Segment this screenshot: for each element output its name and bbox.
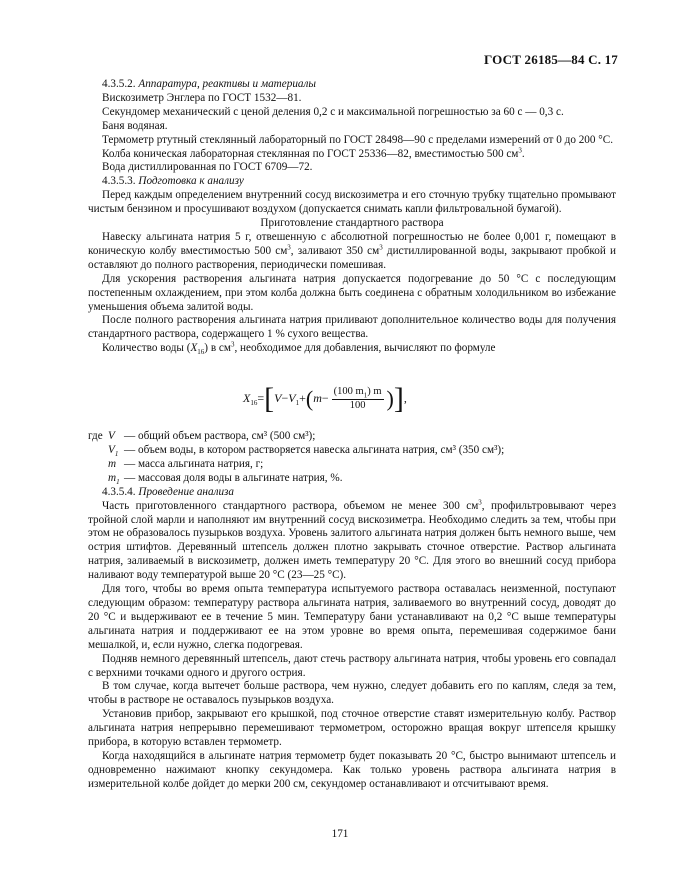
formula-fraction: $\frac{(100 m_1) m}{100}$ xyxy=(333,386,382,411)
paragraph: Баня водяная. xyxy=(102,119,168,132)
paragraph: Для ускорения растворения альгината натрия допускается подогревание до 50 °С с последующим постепенным охлаждением, при этом колба должна быть соединена с обратным холодильником во избежание уменьшения объема залитой воды. xyxy=(88,272,616,313)
paragraph: Навеску альгината натрия 5 г, отвешенную с абсолютной погрешностью не более 0,001 г, помещают в коническую колбу вместимостью 500 $см^3$, заливают 350 $см^3$ дистиллированной воды, закрывают пробкой и оставляют до полного растворения, периодически помешивая. xyxy=(88,230,616,271)
paragraph: Количество воды $(X_{16})$ в $см^3$, необходимое для добавления, вычисляют по формуле xyxy=(102,340,496,357)
paragraph: После полного растворения альгината натрия приливают дополнительное количество воды для получения стандартного раствора, содержащего 1 % сухого вещества. xyxy=(88,314,616,341)
paragraph: Когда находящийся в альгинате натрия термометр будет показывать 20 °С, быстро вынимают штепсель и одновременно нажимают кнопку секундомера. Как только уровень раствора альгината натрия в измерительной колбе дойдет до мерки 200 см, секундомер останавливают и отсчитывают время. xyxy=(88,749,616,790)
paragraph: Термометр ртутный стеклянный лабораторный по ГОСТ 28498—90 с пределами измерений от 0 до 200 °С. xyxy=(102,133,614,146)
formula: $X_{16}=[V-V_1+(m-$ $\frac{(100 m_1) m}{100}$ )], xyxy=(243,382,407,416)
page-header: ГОСТ 26185—84 С. 17 xyxy=(484,52,618,67)
formula-legend: где V — общий объем раствора, см³ (500 см³); $V_1$ — объем воды, в котором растворяется навеска альгината натрия, см³ (350 см³); m — масса альгината натрия, г; $m_1$ — массовая доля воды в альгинате натрия, %. xyxy=(88,430,505,487)
paragraph: Вода дистиллированная по ГОСТ 6709—72. xyxy=(102,161,313,174)
page-number: 171 xyxy=(331,828,349,840)
section-heading-4-3-5-2: 4.3.5.2. Аппаратура, реактивы и материалы xyxy=(102,78,316,90)
paragraph: Вискозиметр Энглера по ГОСТ 1532—81. xyxy=(102,91,302,104)
subheading: Приготовление стандартного раствора xyxy=(260,217,444,230)
paragraph: Секундомер механический с ценой деления 0,2 с и максимальной погрешностью за 60 с — 0,3 с. xyxy=(102,105,564,118)
paragraph: Установив прибор, закрывают его крышкой, под сточное отверстие ставят измерительную колбу. Раствор альгината натрия непрерывно перемешивают термометром, осторожно вращая вокруг штепселя крышку прибора, в которую вставлен термометр. xyxy=(88,708,616,749)
section-heading-4-3-5-4: 4.3.5.4. Проведение анализа xyxy=(102,485,235,498)
paragraph: Подняв немного деревянный штепсель, дают стечь раствору альгината натрия, чтобы уровень его совпадал с верхними точками одного и другого острия. xyxy=(88,652,616,679)
section-heading-4-3-5-3: 4.3.5.3. Подготовка к анализу xyxy=(102,175,244,188)
paragraph: Для того, чтобы во время опыта температура испытуемого раствора оставалась неизменной, поступают следующим образом: температуру раствора альгината натрия, заливаемого во внутренний сосуд, доводят до 20 °С и выдерживают ее в течение 5 мин. Температуру бани устанавливают на 0,2 °С выше температуры альгината натрия и поддерживают ее на этом уровне во время опыта, перемешивая содержимое бани мешалкой, и, если нужно, слегка подогревая. xyxy=(88,583,616,651)
paragraph: Часть приготовленного стандартного раствора, объемом не менее 300 $см^3$, профильтровывают через тройной слой марли и наполняют им внутренний сосуд вискозиметра. Необходимо следить за тем, чтобы при этом не образовалось пузырьков воздуха. Уровень залитого альгината натрия должен быть немного выше, чем острия штифтов. Деревянный штепсель должен плотно закрывать сточное отверстие. Раствор альгината натрия, заливаемый в вискозиметр, должен иметь температуру 20 °С. Для этого во внешний сосуд прибора наливают воду температурой выше 20 °С (23—25 °С). xyxy=(88,497,616,582)
document-body xyxy=(88,78,616,792)
paragraph: Колба коническая лабораторная стеклянная по ГОСТ 25336—82, вместимостью 500 $см^3$. xyxy=(102,145,525,160)
paragraph: Перед каждым определением внутренний сосуд вискозиметра и его сточную трубку тщательно промывают чистым бензином и просушивают воздухом (допускается снимать капли фильтровальной бумагой). xyxy=(88,189,616,216)
paragraph: В том случае, когда вытечет больше раствора, чем нужно, следует добавить его по каплям, следя за тем, чтобы в растворе не оставалось пузырьков воздуха. xyxy=(88,680,616,707)
